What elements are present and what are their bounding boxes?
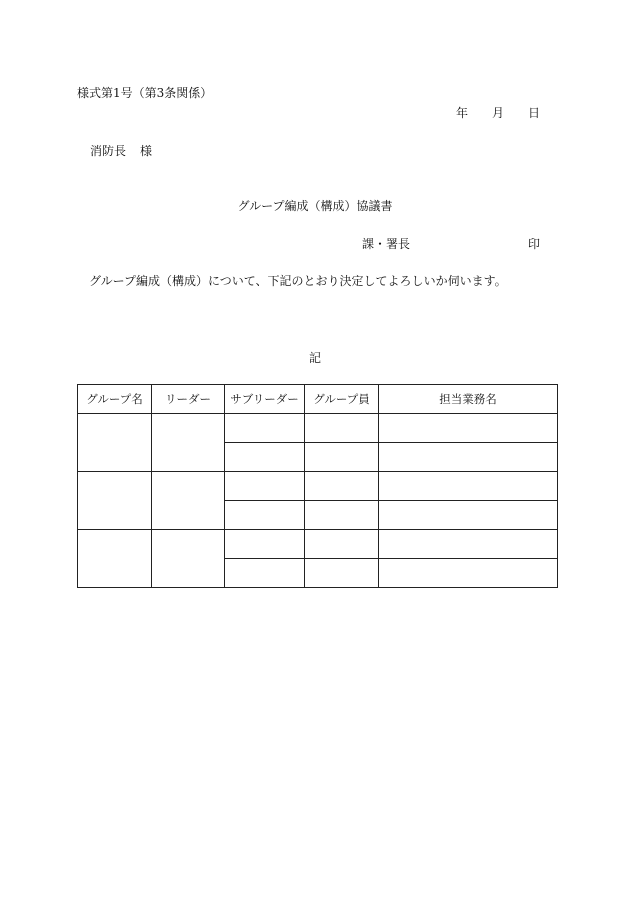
cell-group-member[interactable] <box>305 443 379 472</box>
table-header-row <box>78 385 558 414</box>
header-group-member: グループ員 <box>305 385 379 414</box>
cell-group-member[interactable] <box>305 472 379 501</box>
group-table <box>77 384 558 588</box>
cell-sub-leader[interactable] <box>225 559 305 588</box>
table-row <box>78 472 558 501</box>
cell-task-name[interactable] <box>379 414 558 443</box>
cell-task-name[interactable] <box>379 559 558 588</box>
addressee-honorific: 様 <box>140 144 153 158</box>
table-row <box>78 414 558 443</box>
cell-group-member[interactable] <box>305 559 379 588</box>
cell-sub-leader[interactable] <box>225 530 305 559</box>
cell-leader[interactable] <box>152 472 225 530</box>
ki-heading: 記 <box>308 351 321 365</box>
cell-task-name[interactable] <box>379 472 558 501</box>
addressee <box>90 142 152 159</box>
cell-group-name[interactable] <box>78 530 152 588</box>
cell-leader[interactable] <box>152 414 225 472</box>
header-group-name: グループ名 <box>78 385 152 414</box>
cell-leader[interactable] <box>152 530 225 588</box>
cell-group-member[interactable] <box>305 530 379 559</box>
cell-task-name[interactable] <box>379 530 558 559</box>
body-text: グループ編成（構成）について、下記のとおり決定してよろしいか伺います。 <box>89 274 507 288</box>
seal-mark: 印 <box>528 237 541 251</box>
cell-sub-leader[interactable] <box>225 443 305 472</box>
form-number: 様式第1号（第3条関係） <box>77 86 213 100</box>
header-leader: リーダー <box>152 385 225 414</box>
header-sub-leader: サブリーダー <box>225 385 305 414</box>
cell-group-member[interactable] <box>305 501 379 530</box>
cell-group-name[interactable] <box>78 472 152 530</box>
document-title: グループ編成（構成）協議書 <box>237 199 393 213</box>
addressee-name: 消防長 <box>90 144 127 158</box>
cell-sub-leader[interactable] <box>225 472 305 501</box>
date-year-label: 年 <box>456 106 469 120</box>
cell-sub-leader[interactable] <box>225 501 305 530</box>
header-task-name: 担当業務名 <box>379 385 558 414</box>
date-month-label: 月 <box>492 106 505 120</box>
cell-group-member[interactable] <box>305 414 379 443</box>
cell-task-name[interactable] <box>379 443 558 472</box>
date-day-label: 日 <box>528 106 541 120</box>
table-row <box>78 530 558 559</box>
cell-task-name[interactable] <box>379 501 558 530</box>
cell-sub-leader[interactable] <box>225 414 305 443</box>
cell-group-name[interactable] <box>78 414 152 472</box>
applicant-title: 課・署長 <box>362 237 411 251</box>
